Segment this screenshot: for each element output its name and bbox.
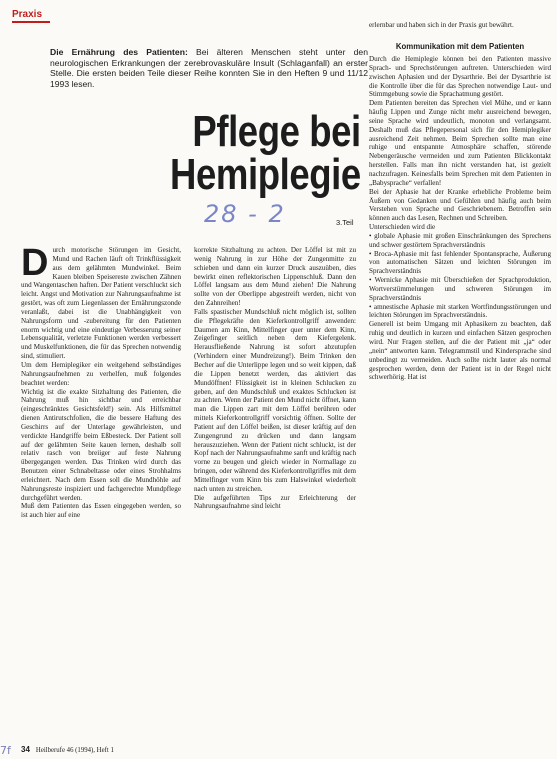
intro-body: Bei älteren Menschen steht unter den neurologischen Erkrankungen der zerebrovaskuläre Insult (Schlaganfall) an erster Stelle. Die ersten beiden Teile dieser Reihe konnten Sie in den Heften 9 und 11/12 1993 lesen. xyxy=(50,47,368,89)
publication-info: Heilberufe 46 (1994), Heft 1 xyxy=(35,747,114,754)
col2-para-3: Die aufgeführten Tips zur Erleichterung der Nahrungsaufnahme sind leicht xyxy=(194,493,356,511)
column-3-continuation: erlernbar und haben sich in der Praxis gut bewährt. xyxy=(369,21,514,29)
col3-para-1: Durch die Hemiplegie können bei den Patienten massive Sprach- und Sprechstörungen auftreten. Unterschieden wird zwischen Aphasien und der Dysarthrie. Bei der Dysarthrie ist die Kontrolle über die für das Sprechen notwendige Laut- und Stimmgebung sowie die Sprachatmung gestört. xyxy=(369,55,551,99)
title-line-2: Hemiplegie xyxy=(170,150,361,199)
col3-para-4: Unterschieden wird die xyxy=(369,223,436,232)
col1-para-3: Wichtig ist die exakte Sitzhaltung des Patienten, die Nahrung muß hin sichtbar und erreichbar (eingeschränktes Gesichtsfeld!) sein. Als Hilfsmittel dienen Antirutschfolien, die die bessere Haftung des Geschirrs auf der Unterlage gewährleisten, und verdickte Handgriffe beim Eßbesteck. Der Patient soll auf der gelähmten Seite kauen lernen, deshalb soll relativ rasch von breiiger auf feste Nahrung übergegangen werden. Das Trinken wird durch das Benutzen einer Schnabeltasse oder eines Strohhalms erleichtert. Nach dem Essen soll die Mundhöhle auf Nahrungsreste inspiziert und fachgerechte Mundpflege durchgeführt werden. xyxy=(21,387,181,502)
section-rule xyxy=(12,21,50,23)
drop-cap: D xyxy=(21,246,49,284)
col2-para-2: Falls spastischer Mundschluß nicht möglich ist, sollten die Pflegekräfte den Kieferkontrollgriff anwenden: Daumen am Kinn, Mittelfinger quer unter dem Kinn, Zeigefinger seitlich neben dem Kiefergelenk. Herausfließende Nahrung ist sofort abzutupfen (Verhindern einer Mundreizung!). Beim Trinken den Becher auf die Unterlippe legen und so weit kippen, daß die Lippen benetzt werden, das aktiviert das Mundöffnen! Flüssigkeit ist in kleinen Schlucken zu geben, auf den Mundschluß und exaktes Schlucken ist zu achten. Wenn der Patient den Mund nicht öffnet, kann man die Lippen zart mit dem Löffel berühren oder mittels Kieferkontrollgriff vorsichtig öffnen. Sollte der Patient auf den Löffel beißen, ist dieser kräftig auf den Zungengrund zu drücken und dann langsam herauszuziehen. Wenn der Patient nicht schluckt, ist der Kopf nach der Nahrungsaufnahme sanft und kräftig nach vorne zu beugen und gleich wieder in Normallage zu bringen, oder während des Kieferkontrollgriffes mit dem Mittelfinger vom Kinn bis zum Halswinkel wiederholt nach unten zu streichen. xyxy=(194,307,356,493)
col3-para-2: Dem Patienten bereiten das Sprechen viel Mühe, und er kann häufig Lippen und Zunge nicht mehr ausreichend bewegen, seine Sprache wird undeutlich, monoton und verlangsamt. Deshalb muß das Pflegepersonal sich für den Hemiplegiker ausreichend Zeit nehmen. Beim Sprechen sollte man eine ruhige und entspannte Atmosphäre schaffen, störende Nebengeräusche vermeiden und zum Patienten Blickkontakt herstellen. Falls man ihn nicht verstanden hat, ist gezielt nachzufragen. Keinesfalls beim Sprechen mit dem Patienten in „Babysprache“ verfallen! xyxy=(369,99,551,187)
col1-para-1 xyxy=(21,246,181,361)
intro-text xyxy=(50,47,368,89)
column-1 xyxy=(21,246,181,742)
subheading: Kommunikation mit dem Patienten xyxy=(395,42,525,51)
col2-para-1: korrekte Sitzhaltung zu achten. Der Löffel ist mit zu wenig Nahrung in zur Höhe der Zungenmitte zu schieben und dann ein kurzer Druck auszuüben, dies bewirkt einen reflektorischen Lippenschluß. Dann den Löffel langsam aus dem Mund ziehen! Die Nahrung sollte von der Oberlippe abgestreift werden, nicht von den Zahnreihen! xyxy=(194,246,356,308)
col1-para-4: Muß dem Patienten das Essen eingegeben werden, so ist auch hier auf eine xyxy=(21,502,181,520)
col3-para-9: Generell ist beim Umgang mit Aphasikern zu beachten, daß ruhig und deutlich in kurzen und einfachen Sätzen gesprochen wird. Nur Fragen stellen, auf die der Patient mit „ja“ oder „nein“ antworten kann. Telegrammstil und Kindersprache sind unbedingt zu vermeiden. Auch sollte nicht lauter als normal gesprochen werden, denn der Patient ist in der Regel nicht schwerhörig. Hat ist xyxy=(369,320,551,382)
article-title xyxy=(170,107,361,199)
bullet-item: • globale Aphasie mit großen Einschränkungen des Sprechens und schwer gestörtem Sprachverständnis xyxy=(369,231,551,249)
title-line-1: Pflege bei xyxy=(192,107,361,156)
page-number: 34 xyxy=(21,745,30,754)
column-2 xyxy=(194,246,356,742)
col3-para-3: Bei der Aphasie hat der Kranke erhebliche Probleme beim Äußern von Gedanken und Gefühlen und häufig auch beim Verstehen von Sprache und Geschriebenem. Betroffen sein können auch das Lesen, Rechnen und Schreiben. xyxy=(369,187,551,223)
handwritten-note: 28 - 2 xyxy=(204,200,286,228)
section-label: Praxis xyxy=(12,9,43,20)
bullet-item: • Wernicke Aphasie mit Überschießen der Sprachproduktion, Wortverstümmelungen und schweren Störungen im Sprachverständnis xyxy=(369,276,551,302)
bullet-item: • amnestische Aphasie mit starken Wortfindungsstörungen und leichten Störungen im Sprachverständnis. xyxy=(369,302,551,320)
intro-lead: Die Ernährung des Patienten: xyxy=(50,47,188,57)
col1-para-2: Um dem Hemiplegiker ein weitgehend selbständiges Nahrungsaufnehmen zu verhelfen, muß folgendes beachtet werden: xyxy=(21,360,181,387)
handwritten-corner-mark: 7f xyxy=(0,744,11,757)
bullet-item: • Broca-Aphasie mit fast fehlender Spontansprache, Äußerung von automatischen Sätzen und leichten Störungen im Sprachverständnis xyxy=(369,249,551,276)
part-label: 3.Teil xyxy=(336,218,354,227)
col1-para-1-text: urch motorische Störungen im Gesicht, Mund und Rachen läuft oft Trinkflüssigkeit aus dem gelähmten Mundwinkel. Beim Kauen bleiben Speisereste zwischen Zähnen und Wangentaschen haften. Der Patient verschluckt sich leicht. Angst und Motivation zur Nahrungsaufnahme ist gestört, was oft zum Liegenlassen der Ernährungszonde veranlaßt, dabei ist die Unabhängigkeit von Nahrungsform und -zubereitung für den Patienten enorm wichtig und eine eindeutige Verbesserung seiner Lebensqualität, verletzte Funktionen werden verbessert und Muskelfunktionen, die für das Sprechen notwendig sind, stimuliert. xyxy=(21,246,181,361)
column-3 xyxy=(369,42,551,742)
page-footer xyxy=(21,745,114,754)
